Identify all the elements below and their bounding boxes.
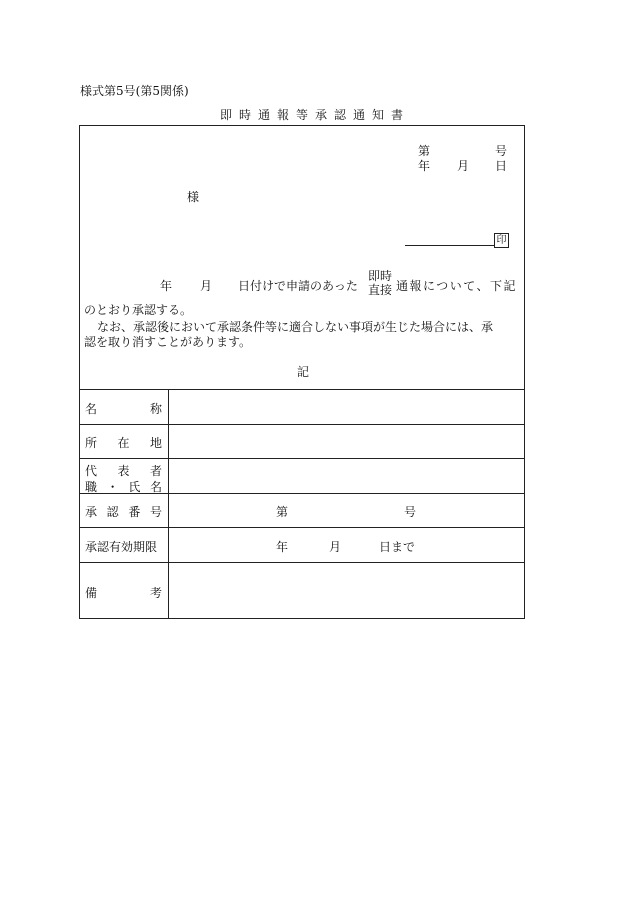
form-number-label: 様式第5号(第5関係) <box>80 84 189 98</box>
body-month: 月 <box>200 279 213 293</box>
document-title: 即時通報等承認通知書 <box>219 108 410 122</box>
label-location <box>85 434 162 451</box>
body-line-3: なお、承認後において承認条件等に適合しない事項が生じた場合には、承 <box>97 320 494 334</box>
body-line-2: のとおり承認する。 <box>84 303 193 317</box>
stack-top: 即時 <box>368 269 393 283</box>
label-remarks <box>85 584 162 601</box>
date-year: 年 <box>418 159 431 173</box>
label-validity-period: 承認有効期限 <box>85 540 158 554</box>
label-char: 号 <box>149 505 162 519</box>
label-char: 考 <box>149 586 162 600</box>
number-prefix: 第 <box>418 144 431 158</box>
label-char: 地 <box>149 436 162 450</box>
validity-month: 月 <box>329 540 342 554</box>
row-divider <box>80 562 524 563</box>
row-divider <box>80 458 524 459</box>
body-text-1: 日付けで申請のあった <box>238 279 358 293</box>
signature-line <box>405 245 494 246</box>
label-approval-number <box>85 503 162 520</box>
label-title-name <box>85 478 162 495</box>
body-text-2: 通報について、下記 <box>396 279 518 293</box>
label-char: 名 <box>85 402 98 416</box>
label-char: 名 <box>149 480 162 494</box>
label-char: 表 <box>117 464 130 478</box>
stack-bottom: 直接 <box>368 283 393 297</box>
validity-day: 日まで <box>379 540 416 554</box>
label-char: 認 <box>106 505 119 519</box>
table-top-line <box>80 389 524 390</box>
label-char: 代 <box>85 464 98 478</box>
label-char: 所 <box>85 436 98 450</box>
label-char: 備 <box>85 586 98 600</box>
label-char: 氏 <box>128 480 141 494</box>
date-day: 日 <box>495 159 508 173</box>
label-char: 称 <box>149 402 162 416</box>
label-name <box>85 400 162 417</box>
recipient-suffix: 様 <box>187 190 200 204</box>
label-char: 在 <box>117 436 130 450</box>
number-suffix: 号 <box>495 144 508 158</box>
label-char: 番 <box>128 505 141 519</box>
label-char: 承 <box>85 505 98 519</box>
document-frame <box>79 125 525 619</box>
row-divider <box>80 424 524 425</box>
date-month: 月 <box>457 159 470 173</box>
label-representative <box>85 462 162 479</box>
validity-year: 年 <box>276 540 289 554</box>
approval-number-prefix: 第 <box>276 505 289 519</box>
report-type-stack <box>368 269 392 297</box>
body-year: 年 <box>160 279 173 293</box>
column-divider <box>168 389 169 619</box>
row-divider <box>80 527 524 528</box>
label-char: ・ <box>106 480 119 494</box>
approval-number-suffix: 号 <box>404 505 417 519</box>
label-char: 者 <box>149 464 162 478</box>
seal-box: 印 <box>494 233 509 248</box>
ki-heading: 記 <box>297 365 310 379</box>
body-line-4: 認を取り消すことがあります。 <box>84 335 252 349</box>
label-char: 職 <box>85 480 98 494</box>
